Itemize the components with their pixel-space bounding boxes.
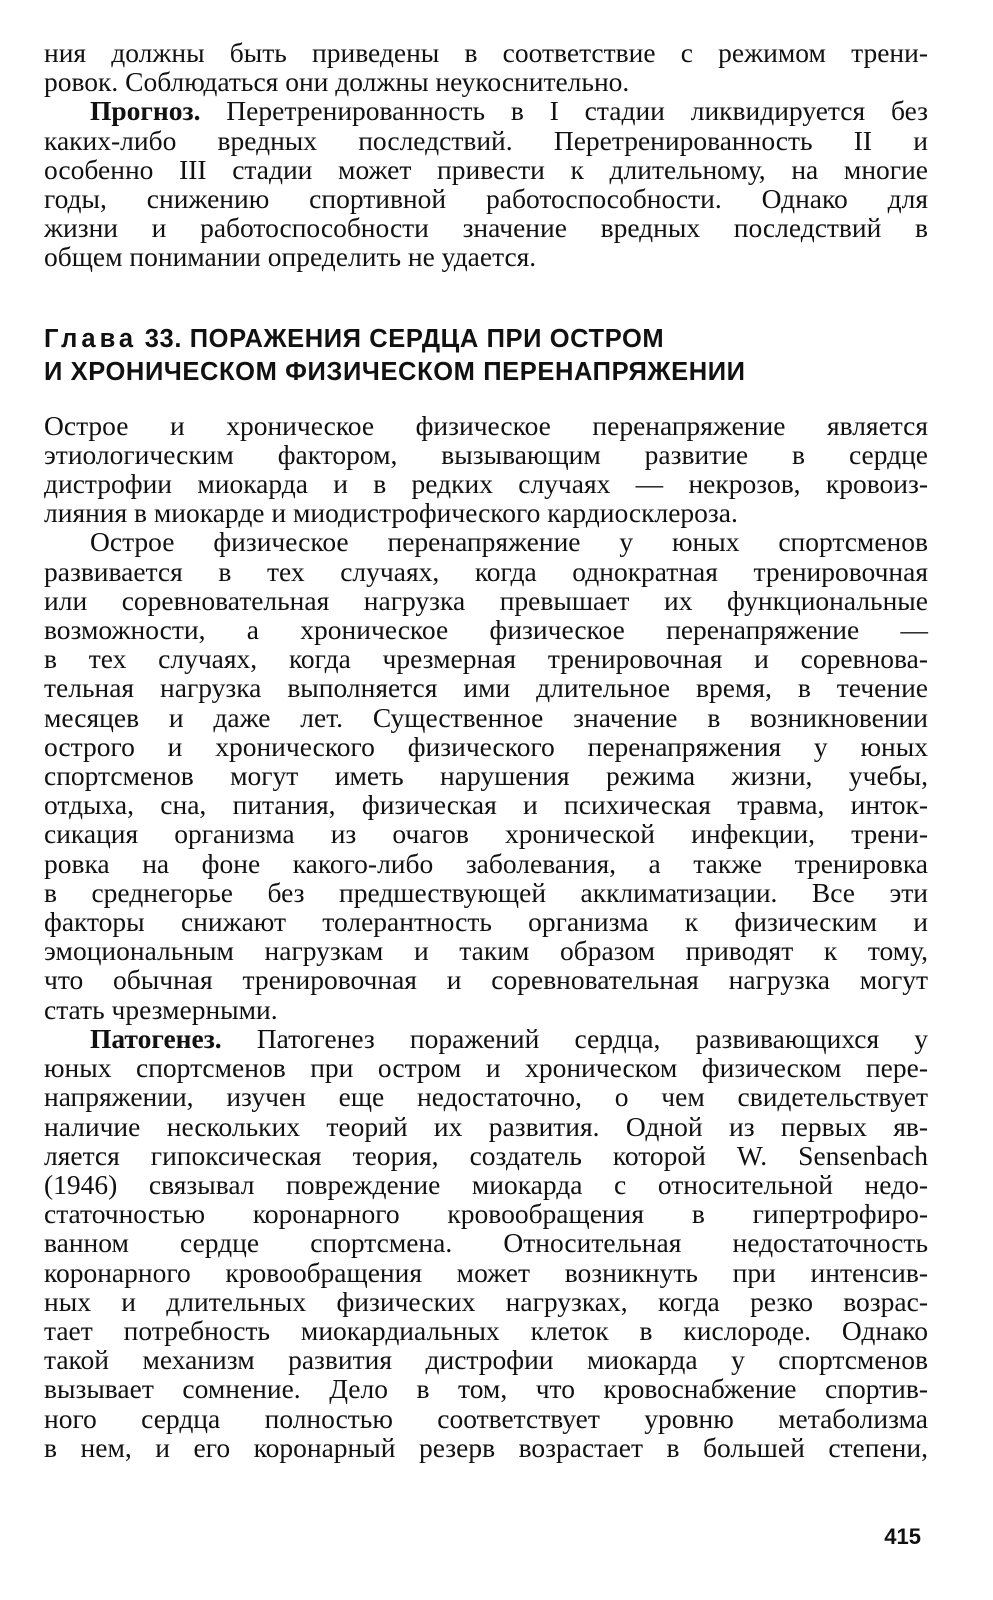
prognosis-label: Прогноз. (90, 95, 201, 127)
text-line: ровок. Соблюдаться они должны неукоснительно. (44, 66, 630, 98)
text-line: ровка на фоне какого-либо заболевания, а также тренировка (44, 847, 928, 879)
text-line: дистрофии миокарда и в редких случаях — некрозов, кровоиз- (44, 468, 928, 500)
chapter-heading-line-1 (44, 323, 928, 356)
text-line: юных спортсменов при остром и хроническом физическом пере- (44, 1052, 928, 1084)
chapter-prefix: Глава (44, 324, 138, 353)
text-line: (1946) связывал повреждение миокарда с относительной недо- (44, 1168, 928, 1200)
text-line: ляется гипоксическая теория, создатель которой W. Sensenbach (44, 1139, 928, 1171)
text-line: статочностью коронарного кровообращения в гипертрофиро- (44, 1198, 928, 1230)
text-line: месяцев и даже лет. Существенное значение в возникновении (44, 701, 928, 733)
text-line: ванном сердце спортсмена. Относительная недостаточность (44, 1227, 928, 1259)
text-line: острого и хронического физического перенапряжения у юных (44, 730, 928, 762)
paragraph-1 (44, 411, 928, 528)
text-line: в тех случаях, когда чрезмерная тренировочная и соревнова- (44, 643, 928, 675)
paragraph-2 (44, 527, 928, 1023)
pathogenesis-label: Патогенез. (90, 1022, 222, 1054)
text-line: эмоциональным нагрузкам и таким образом приводят к тому, (44, 935, 928, 967)
text-line: в среднегорье без предшествующей акклиматизации. Все эти (44, 876, 928, 908)
text-line: отдыха, сна, питания, физическая и психическая травма, инток- (44, 789, 928, 821)
text-line: этиологическим фактором, вызывающим развитие в сердце (44, 438, 928, 470)
text-line: общем понимании определить не удается. (44, 241, 537, 273)
text-line: сикация организма из очагов хронической инфекции, трени- (44, 818, 928, 850)
text-line: лияния в миокарде и миодистрофического кардиосклероза. (44, 497, 738, 529)
text-line: Острое и хроническое физическое перенапряжение является (44, 409, 928, 441)
text-line: годы, снижению спортивной работоспособности. Однако для (44, 183, 928, 215)
text-line: вызывает сомнение. Дело в том, что кровоснабжение спортив- (44, 1373, 928, 1405)
text-line: факторы снижают толерантность организма к физическим и (44, 906, 928, 938)
text-line: возможности, а хроническое физическое перенапряжение — (44, 614, 928, 646)
pathogenesis-paragraph (44, 1024, 928, 1462)
text-line: стать чрезмерными. (44, 993, 278, 1025)
text-line (44, 1024, 928, 1053)
page-number: 415 (884, 1524, 921, 1549)
text-line: наличие нескольких теорий их развития. Одной из первых яв- (44, 1110, 928, 1142)
text-line: или соревновательная нагрузка превышает их функциональные (44, 584, 928, 616)
text-line: что обычная тренировочная и соревновательная нагрузка могут (44, 964, 928, 996)
chapter-title-part: 33. ПОРАЖЕНИЯ СЕРДЦА ПРИ ОСТРОМ (137, 324, 665, 353)
chapter-heading-line-2: И ХРОНИЧЕСКОМ ФИЗИЧЕСКОМ ПЕРЕНАПРЯЖЕНИИ (44, 357, 746, 386)
text-line: Острое физическое перенапряжение у юных спортсменов (90, 526, 928, 558)
text-line: тельная нагрузка выполняется ими длительное время, в течение (44, 672, 928, 704)
text-line: особенно III стадии может привести к длительному, на многие (44, 153, 928, 185)
text-line: ных и длительных физических нагрузках, когда резко возрас- (44, 1285, 928, 1317)
text-line: жизни и работоспособности значение вредных последствий в (44, 212, 928, 244)
text-line: тает потребность миокардиальных клеток в кислороде. Однако (44, 1314, 928, 1346)
text-line (44, 96, 928, 125)
page-text (44, 38, 928, 1462)
prognosis-paragraph (44, 96, 928, 271)
text-line: каких-либо вредных последствий. Перетренированность II и (44, 124, 928, 156)
text-line: коронарного кровообращения может возникнуть при интенсив- (44, 1256, 928, 1288)
text-line: такой механизм развития дистрофии миокарда у спортсменов (44, 1344, 928, 1376)
text-line: ного сердца полностью соответствует уровню метаболизма (44, 1402, 928, 1434)
chapter-heading (44, 323, 928, 389)
text-line: напряжении, изучен еще недостаточно, о чем свидетельствует (44, 1081, 928, 1113)
text-line: развивается в тех случаях, когда однократная тренировочная (44, 555, 928, 587)
text-line: спортсменов могут иметь нарушения режима жизни, учебы, (44, 760, 928, 792)
text-fragment: Патогенез поражений сердца, развивающихся у (221, 1022, 928, 1054)
top-fragment-paragraph (44, 38, 928, 96)
text-line: в нем, и его коронарный резерв возрастает в большей степени, (44, 1431, 928, 1463)
text-line: ния должны быть приведены в соответствие с режимом трени- (44, 37, 928, 68)
text-fragment: Перетренированность в I стадии ликвидируется без (200, 95, 928, 127)
